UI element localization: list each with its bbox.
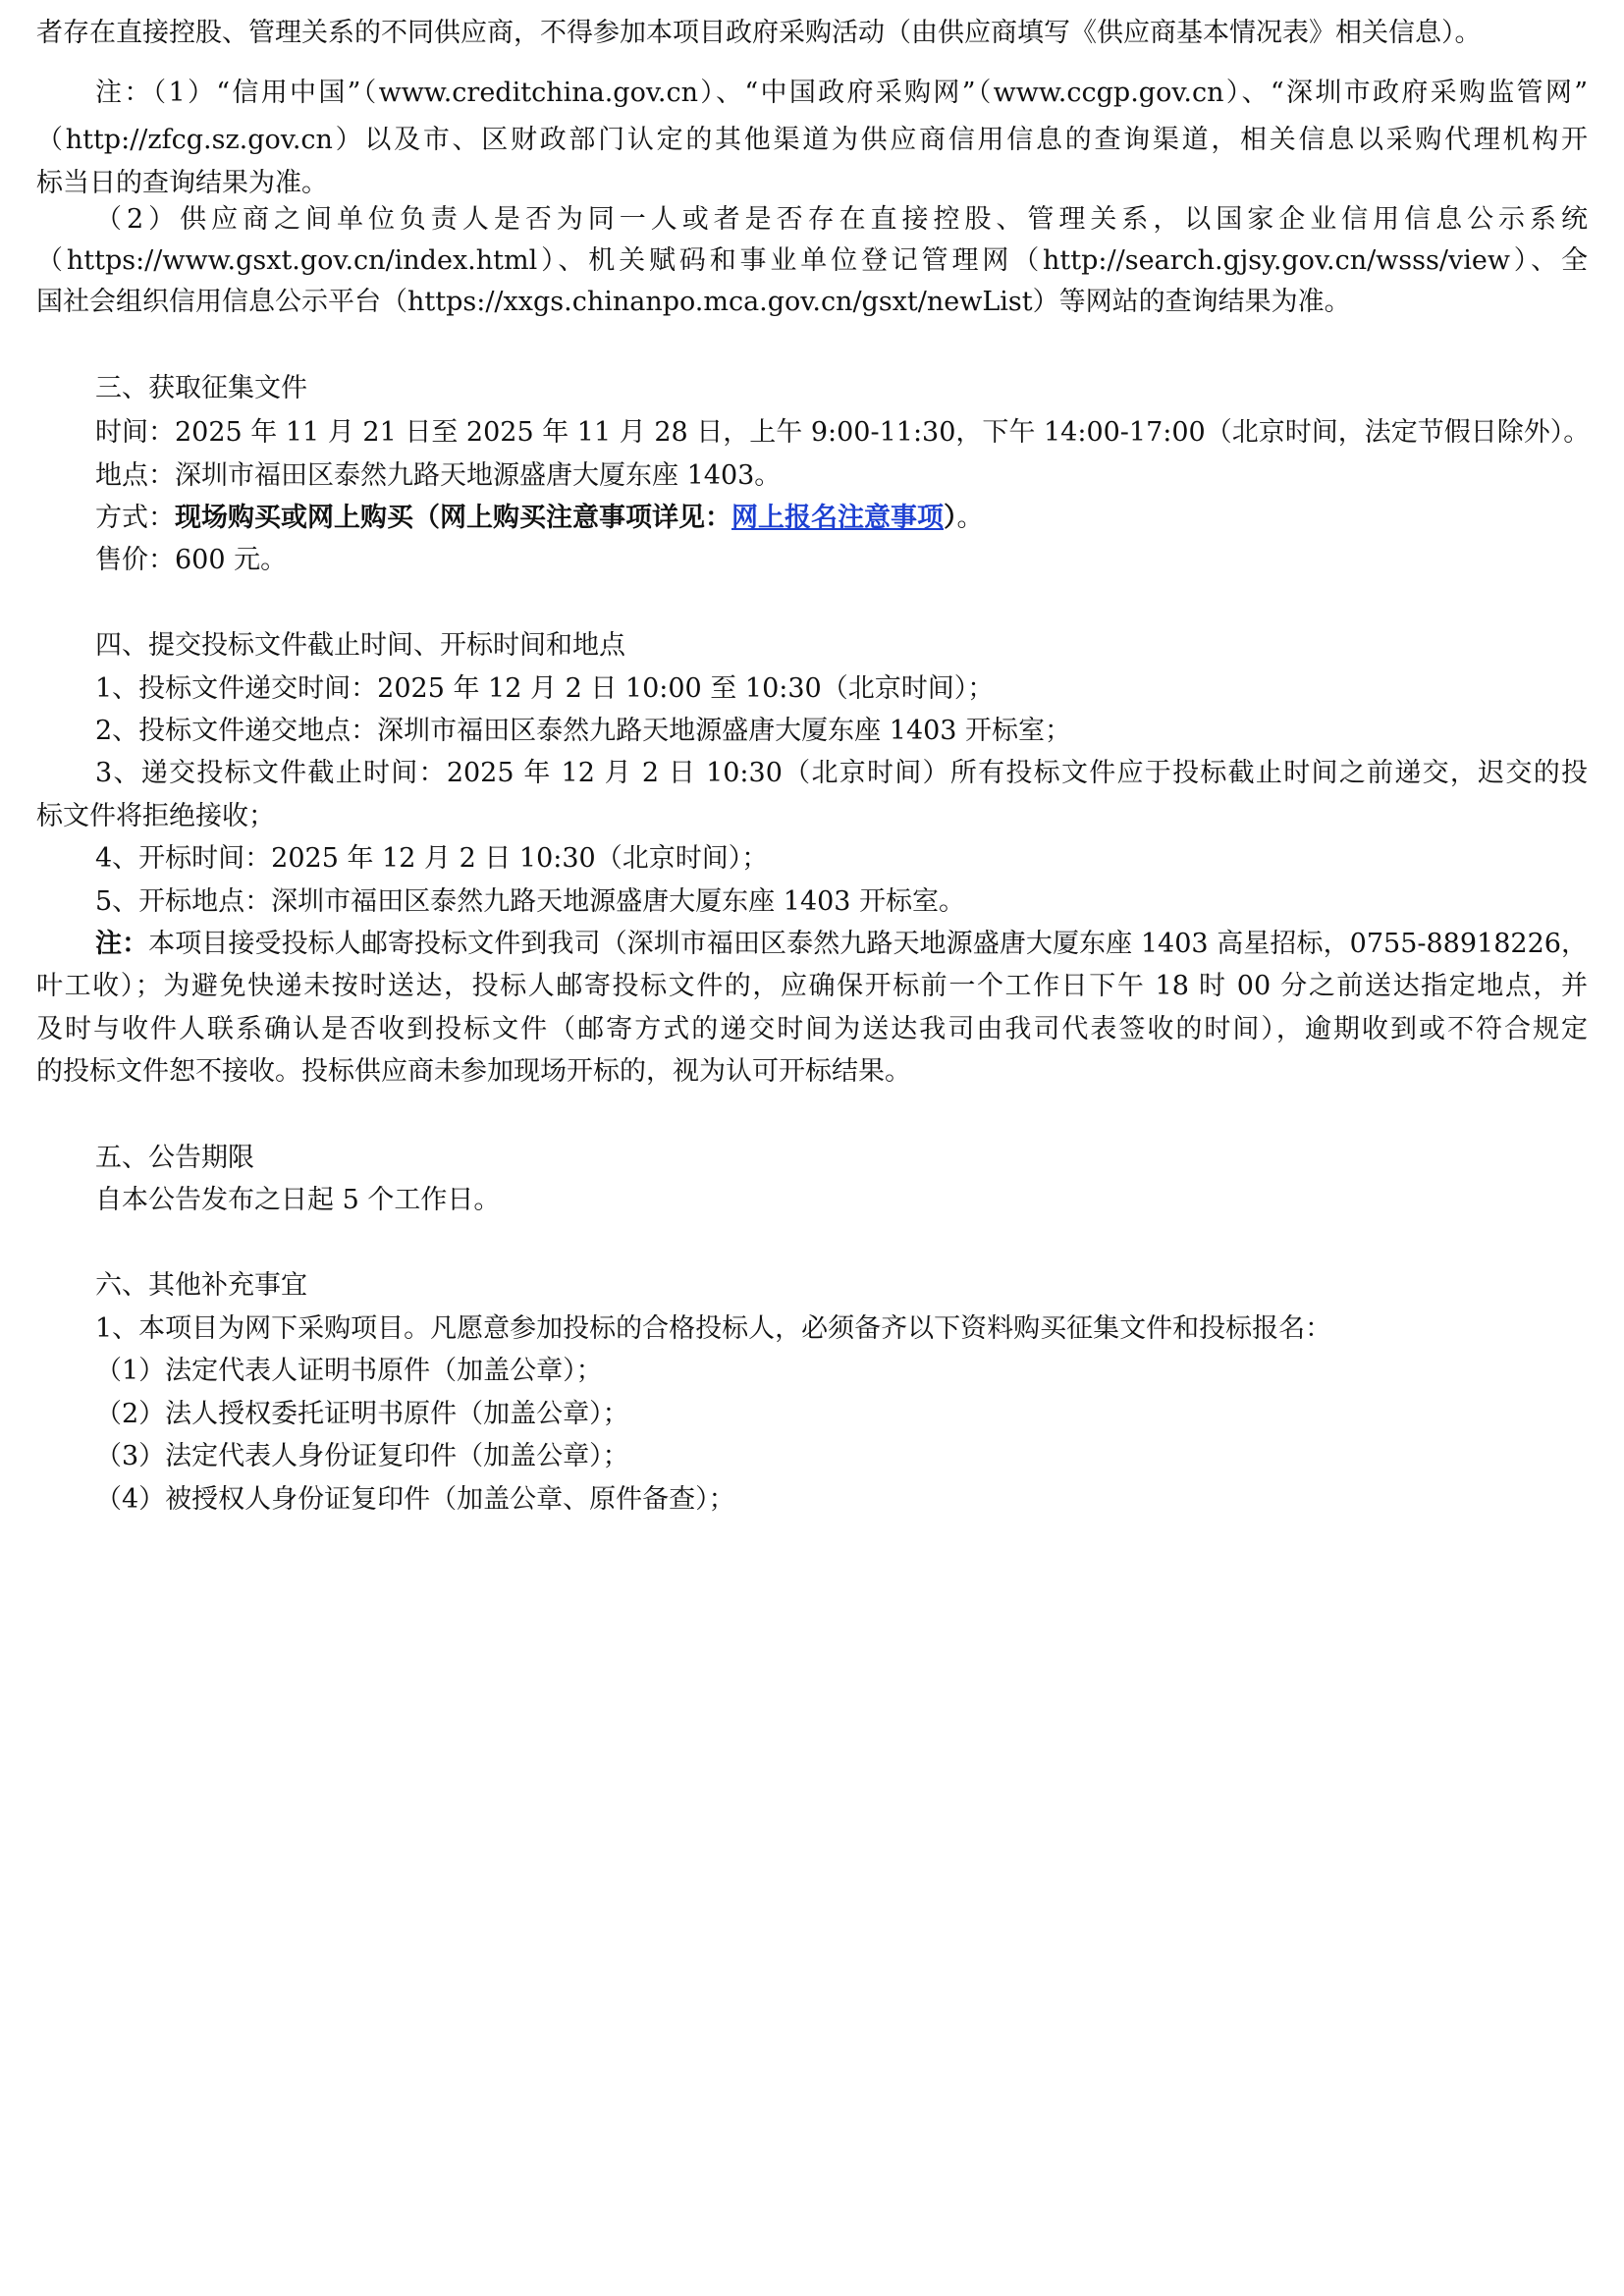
list-item: 5、开标地点：深圳市福田区泰然九路天地源盛唐大厦东座 1403 开标室。 — [95, 886, 966, 917]
list-item-continued: 标文件将拒绝接收； — [36, 801, 275, 831]
note1-line: （http://zfcg.sz.gov.cn）以及市、区财政部门认定的其他渠道为供应商信用信息的查询渠道，相关信息以采购代理机构开 — [36, 125, 1588, 155]
notice-period: 自本公告发布之日起 5 个工作日。 — [95, 1185, 501, 1215]
intro-paragraph-line: 者存在直接控股、管理关系的不同供应商，不得参加本项目政府采购活动（由供应商填写《供应商基本情况表》相关信息）。 — [36, 18, 1482, 48]
note1-line: 注：（1）“信用中国”（www.creditchina.gov.cn）、“中国政府采购网”（www.ccgp.gov.cn）、“深圳市政府采购监管网” — [95, 78, 1588, 108]
acquire-place: 地点：深圳市福田区泰然九路天地源盛唐大厦东座 1403。 — [95, 460, 782, 491]
acquire-price: 售价：600 元。 — [95, 545, 288, 575]
method-label: 方式： — [95, 503, 175, 533]
list-subitem: （1）法定代表人证明书原件（加盖公章）； — [95, 1356, 603, 1386]
section-heading: 四、提交投标文件截止时间、开标时间和地点 — [95, 630, 625, 661]
mail-note-line: 及时与收件人联系确认是否收到投标文件（邮寄方式的递交时间为送达我司由我司代表签收的时间），逾期收到或不符合规定 — [36, 1014, 1588, 1044]
section-heading: 五、公告期限 — [95, 1143, 254, 1173]
acquire-time: 时间：2025 年 11 月 21 日至 2025 年 11 月 28 日，上午 9:00-11:30，下午 14:00-17:00（北京时间，法定节假日除外）。 — [95, 417, 1591, 448]
method-close-paren: ） — [944, 503, 957, 533]
method-text: 现场购买或网上购买（网上购买注意事项详见： — [175, 503, 731, 533]
note2-line: 国社会组织信用信息公示平台（https://xxgs.chinanpo.mca.gov.cn/gsxt/newList）等网站的查询结果为准。 — [36, 287, 1351, 317]
list-subitem: （4）被授权人身份证复印件（加盖公章、原件备查）； — [95, 1484, 735, 1515]
note2-line: （https://www.gsxt.gov.cn/index.html）、机关赋码和事业单位登记管理网（http://search.gjsy.gov.cn/wsss/view）、全 — [36, 245, 1588, 276]
method-end: 。 — [956, 503, 984, 533]
section-heading: 六、其他补充事宜 — [95, 1270, 307, 1301]
list-subitem: （2）法人授权委托证明书原件（加盖公章）； — [95, 1399, 629, 1429]
list-item: 2、投标文件递交地点：深圳市福田区泰然九路天地源盛唐大厦东座 1403 开标室； — [95, 716, 1072, 746]
mail-note-line: 的投标文件恕不接收。投标供应商未参加现场开标的，视为认可开标结果。 — [36, 1056, 911, 1087]
list-item: 4、开标时间：2025 年 12 月 2 日 10:30（北京时间）； — [95, 843, 769, 874]
list-item: 1、本项目为网下采购项目。凡愿意参加投标的合格投标人，必须备齐以下资料购买征集文件和投标报名： — [95, 1313, 1332, 1344]
online-registration-link[interactable]: 网上报名注意事项 — [731, 503, 944, 533]
list-item: 1、投标文件递交时间：2025 年 12 月 2 日 10:00 至 10:30（北京时间）； — [95, 673, 995, 704]
note2-line: （2）供应商之间单位负责人是否为同一人或者是否存在直接控股、管理关系，以国家企业信用信息公示系统 — [95, 204, 1588, 235]
acquire-method — [95, 502, 1588, 535]
section-heading: 三、获取征集文件 — [95, 373, 307, 403]
note-label: 注： — [95, 929, 149, 959]
mail-note-line — [95, 928, 1588, 961]
note-text: 本项目接受投标人邮寄投标文件到我司（深圳市福田区泰然九路天地源盛唐大厦东座 1403 高星招标，0755-88918226， — [148, 929, 1589, 959]
list-item: 3、递交投标文件截止时间：2025 年 12 月 2 日 10:30（北京时间）所有投标文件应于投标截止时间之前递交，迟交的投 — [95, 758, 1588, 788]
note1-line: 标当日的查询结果为准。 — [36, 168, 328, 198]
list-subitem: （3）法定代表人身份证复印件（加盖公章）； — [95, 1441, 629, 1471]
mail-note-line: 叶工收）；为避免快递未按时送达，投标人邮寄投标文件的，应确保开标前一个工作日下午 18 时 00 分之前送达指定地点，并 — [36, 971, 1588, 1001]
